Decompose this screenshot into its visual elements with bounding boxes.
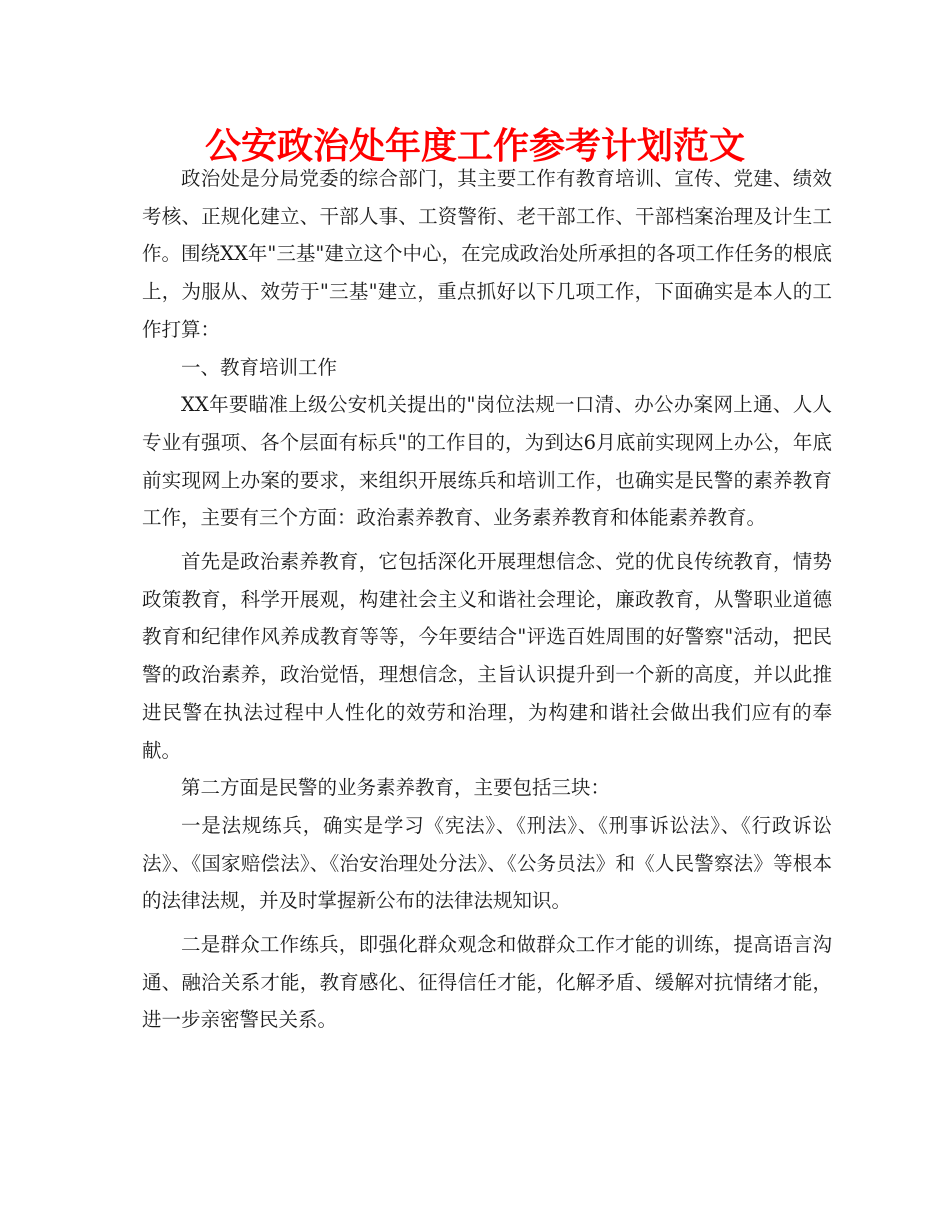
paragraph-professional-education: 第二方面是民警的业务素养教育，主要包括三块： (181, 776, 611, 800)
paragraph-political-education: 首先是政治素养教育，它包括深化开展理想信念、党的优良传统教育，情势政策教育，科学开展观，构建社会主义和谐社会理论，廉政教育，从警职业道德教育和纪律作风养成教育等等，今年要结合"评选百姓周围的好警察"活动，把民警的政治素养，政治觉悟，理想信念，主旨认识提升到一个新的高度，并以此推进民警在执法过程中人性化的效劳和治理，为构建和谐社会做出我们应有的奉献。 (142, 550, 832, 762)
paragraph-intro: 政治处是分局党委的综合部门，其主要工作有教育培训、宣传、党建、绩效考核、正规化建立、干部人事、工资警衔、老干部工作、干部档案治理及计生工作。围绕XX年"三基"建立这个中心，在完成政治处所承担的各项工作任务的根底上，为服从、效劳于"三基"建立，重点抓好以下几项工作，下面确实是本人的工作打算： (142, 167, 832, 341)
section-heading-education-training: 一、教育培训工作 (181, 355, 338, 379)
paragraph-training-goals: XX年要瞄准上级公安机关提出的"岗位法规一口清、办公办案网上通、人人专业有强项、各个层面有标兵"的工作目的，为到达6月底前实现网上办公，年底前实现网上办案的要求，来组织开展练兵和培训工作，也确实是民警的素养教育工作，主要有三个方面：政治素养教育、业务素养教育和体能素养教育。 (142, 393, 832, 530)
document-body (142, 160, 832, 1039)
paragraph-law-training: 一是法规练兵，确实是学习《宪法》、《刑法》、《刑事诉讼法》、《行政诉讼法》、《国家赔偿法》、《治安治理处分法》、《公务员法》和《人民警察法》等根本的法律法规，并及时掌握新公布的法律法规知识。 (142, 813, 832, 913)
document-title: 公安政治处年度工作参考计划范文 (204, 126, 745, 167)
paragraph-mass-work-training: 二是群众工作练兵，即强化群众观念和做群众工作才能的训练，提高语言沟通、融洽关系才能，教育感化、征得信任才能，化解矛盾、缓解对抗情绪才能，进一步亲密警民关系。 (142, 933, 832, 1032)
